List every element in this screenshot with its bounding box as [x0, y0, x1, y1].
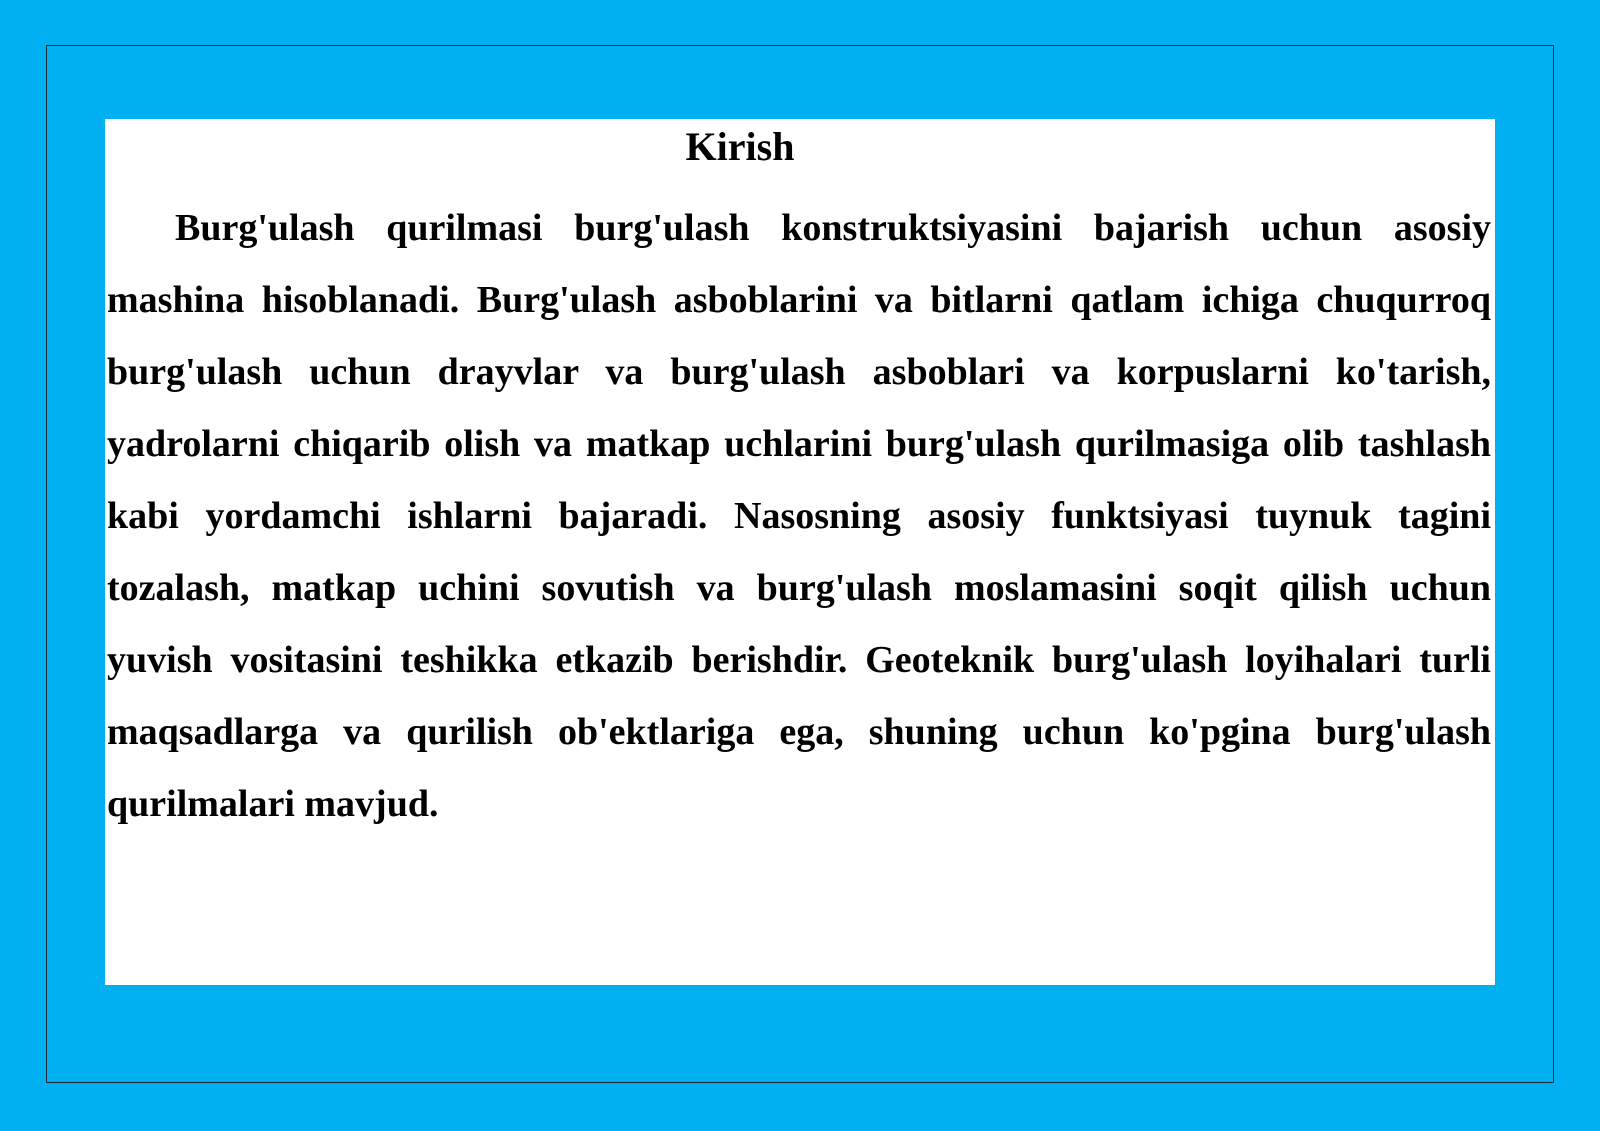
document-title: Kirish	[685, 124, 795, 169]
document-paragraph: Burg'ulash qurilmasi burg'ulash konstruktsiyasini bajarish uchun asosiy mashina hisoblanadi. Burg'ulash asboblarini va bitlarni qatlam ichiga chuqurroq burg'ulash uchun drayvlar va burg'ulash asboblari va korpuslarni ko'tarish, yadrolarni chiqarib olish va matkap uchlarini burg'ulash qurilmasiga olib tashlash kabi yordamchi ishlarni bajaradi. Nasosning asosiy funktsiyasi tuynuk tagini tozalash, matkap uchini sovutish va burg'ulash moslamasini soqit qilish uchun yuvish vositasini teshikka etkazib berishdir. Geoteknik burg'ulash loyihalari turli maqsadlarga va qurilish ob'ektlariga ega, shuning uchun ko'pgina burg'ulash qurilmalari mavjud.	[107, 207, 1491, 825]
text-content-box	[105, 119, 1495, 985]
